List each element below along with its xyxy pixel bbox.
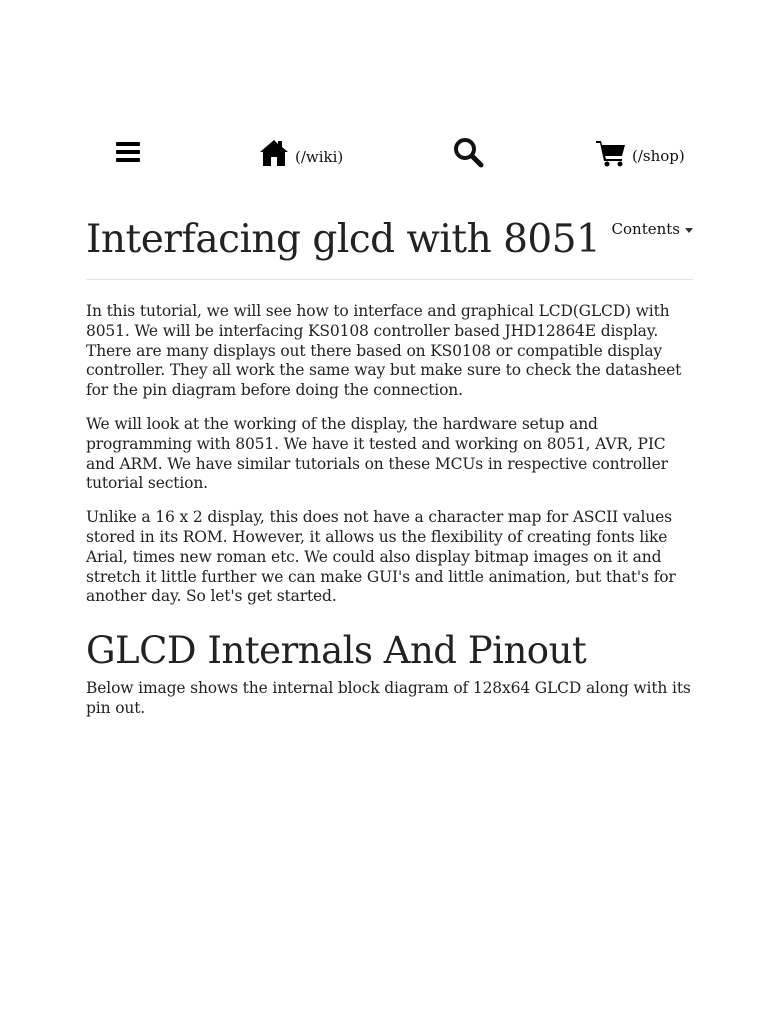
shopping-cart-icon (595, 136, 627, 168)
page-title: Interfacing glcd with 8051 (86, 217, 601, 262)
contents-label: Contents (611, 220, 680, 238)
shop-link-label: (/shop) (632, 147, 685, 165)
shop-link[interactable] (595, 136, 685, 168)
hamburger-menu-icon (112, 136, 144, 168)
top-navigation (0, 132, 768, 182)
search-icon (451, 135, 485, 169)
caret-down-icon (685, 228, 693, 233)
menu-button[interactable] (112, 136, 144, 168)
contents-dropdown[interactable] (612, 220, 693, 238)
overview-paragraph: We will look at the working of the display, the hardware setup and programming with 8051. We have it tested and working on 8051, AVR, PIC and ARM. We have similar tutorials on these MCUs in respective controller tutorial section. (86, 414, 668, 493)
search-button[interactable] (451, 135, 485, 169)
wiki-link-label: (/wiki) (295, 148, 344, 166)
home-icon (258, 137, 290, 169)
intro-paragraph: In this tutorial, we will see how to interface and graphical LCD(GLCD) with 8051. We will be interfacing KS0108 controller based JHD12864E display. There are many displays out there based on KS0108 or compatible display controller. They all work the same way but make sure to check the datasheet for the pin diagram before doing the connection. (86, 302, 682, 400)
article (86, 213, 693, 733)
glcd-comparison-paragraph: Unlike a 16 x 2 display, this does not have a character map for ASCII values stored in its ROM. However, it allows us the flexibility of creating fonts like Arial, times new roman etc. We could also display bitmap images on it and stretch it little further we can make GUI's and little animation, but that's for another day. So let's get started. (86, 508, 676, 606)
wiki-link[interactable] (258, 137, 343, 169)
section-paragraph: Below image shows the internal block diagram of 128x64 GLCD along with its pin out. (86, 679, 691, 717)
section-heading-glcd-internals: GLCD Internals And Pinout (86, 629, 587, 673)
article-header (86, 213, 693, 280)
